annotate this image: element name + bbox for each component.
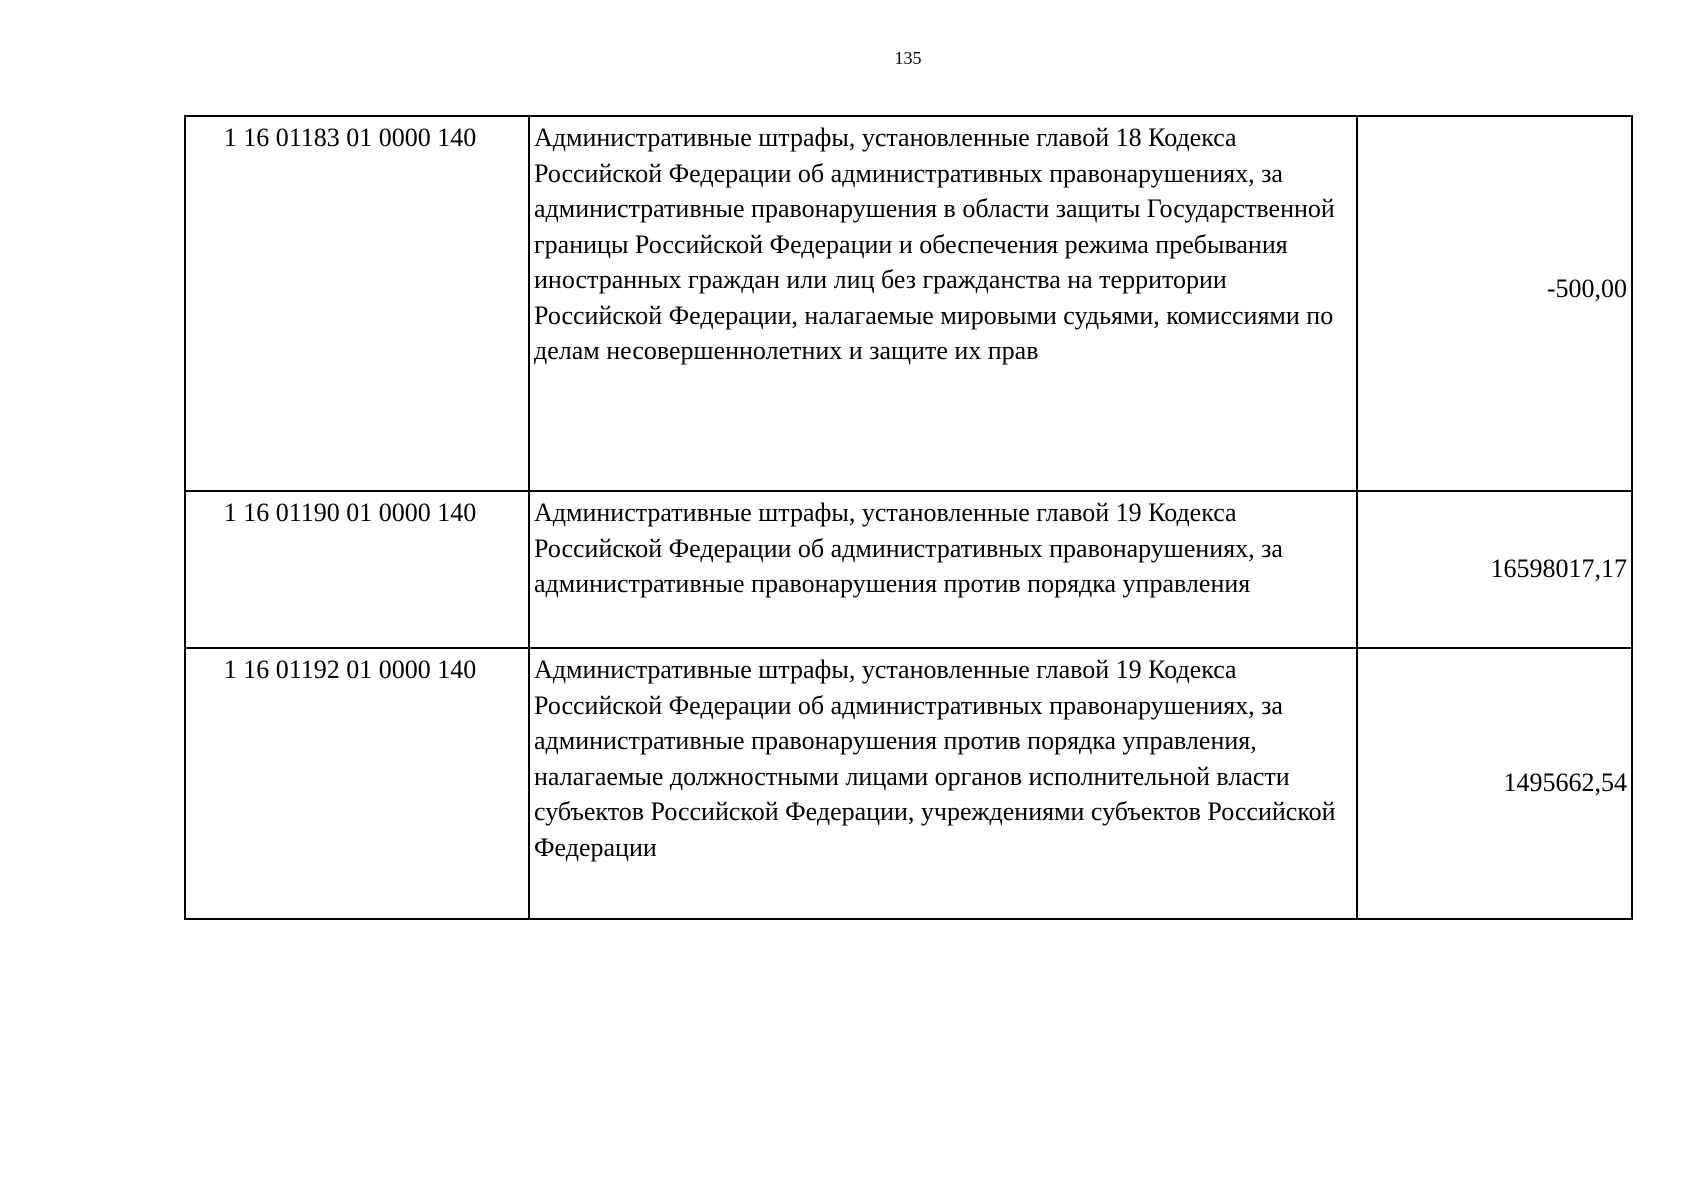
revenue-description-cell: Административные штрафы, установленные главой 18 Кодекса Российской Федерации об административных правонарушениях, за административные правонарушения в области защиты Государственной границы Российской Федерации и обеспечения режима пребывания иностранных граждан или лиц без гражданства на территории Российской Федерации, налагаемые мировыми судьями, комиссиями по делам несовершеннолетних и защите их прав <box>529 116 1357 491</box>
budget-revenue-table <box>184 115 1633 920</box>
revenue-description-cell: Административные штрафы, установленные главой 19 Кодекса Российской Федерации об административных правонарушениях, за административные правонарушения против порядка управления, налагаемые должностными лицами органов исполнительной власти субъектов Российской Федерации, учреждениями субъектов Российской Федерации <box>529 648 1357 919</box>
revenue-code-cell: 1 16 01192 01 0000 140 <box>185 648 529 919</box>
revenue-amount-cell: -500,00 <box>1357 116 1632 491</box>
table-row <box>185 648 1632 919</box>
revenue-code-cell: 1 16 01183 01 0000 140 <box>185 116 529 491</box>
revenue-code-cell: 1 16 01190 01 0000 140 <box>185 491 529 648</box>
table-row <box>185 491 1632 648</box>
revenue-amount-cell: 1495662,54 <box>1357 648 1632 919</box>
table-row <box>185 116 1632 491</box>
revenue-description-cell: Административные штрафы, установленные главой 19 Кодекса Российской Федерации об административных правонарушениях, за административные правонарушения против порядка управления <box>529 491 1357 648</box>
revenue-amount-cell: 16598017,17 <box>1357 491 1632 648</box>
page-number: 135 <box>894 48 922 68</box>
